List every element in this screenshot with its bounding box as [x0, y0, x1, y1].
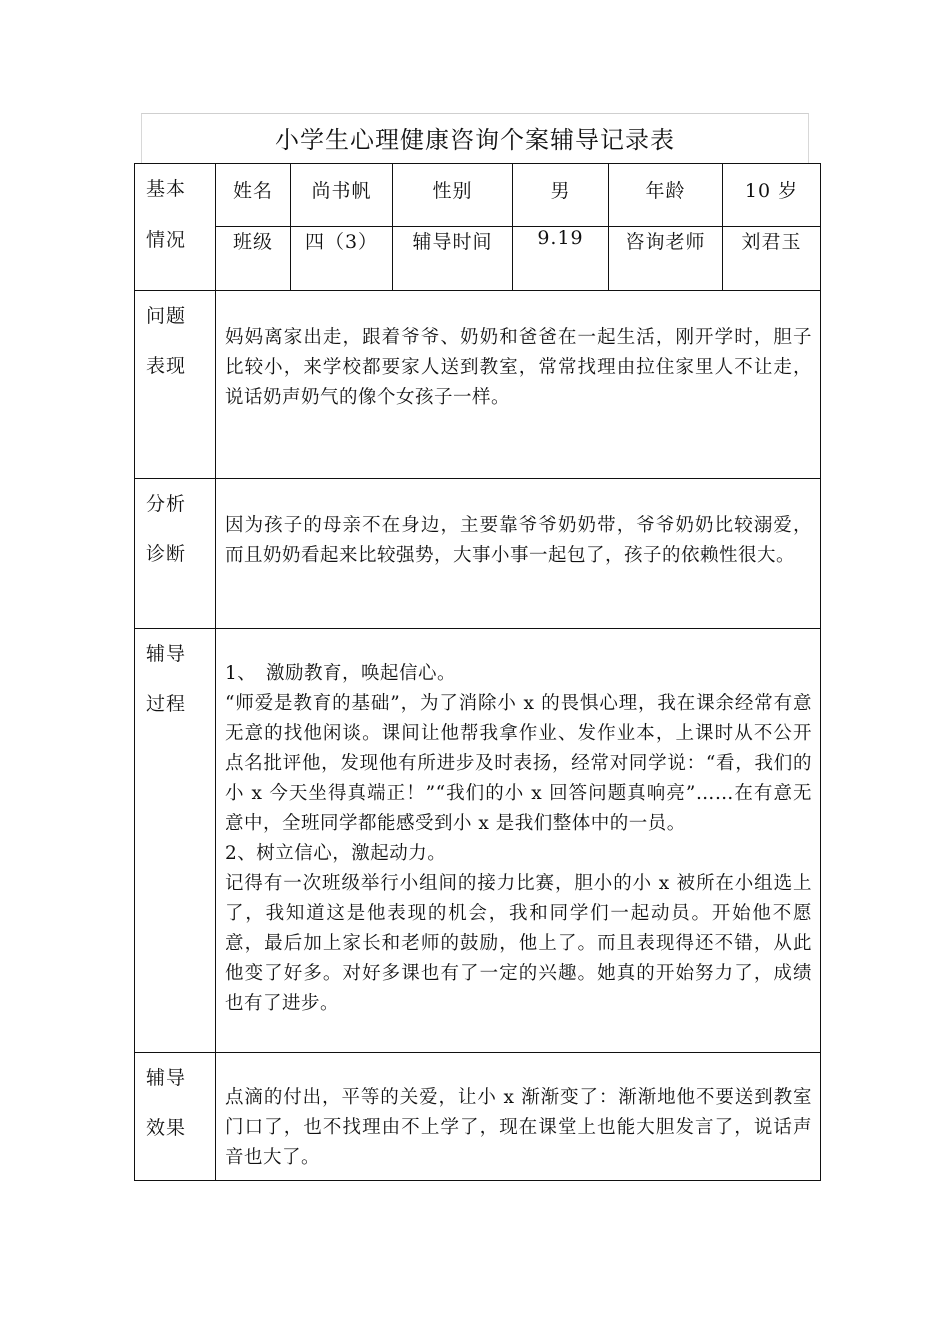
effect-row — [135, 1053, 821, 1181]
name-value: 尚书帆 — [291, 164, 393, 227]
effect-label-line1: 辅导 — [146, 1067, 187, 1089]
effect-text: 点滴的付出，平等的关爱，让小 x 渐渐变了：渐渐地他不要送到教室门口了，也不找理由不上学了，现在课堂上也能大胆发言了，说话声音也大了。 — [225, 1087, 812, 1168]
class-label: 班级 — [216, 227, 291, 291]
problem-text: 妈妈离家出走，跟着爷爷、奶奶和爸爸在一起生活，刚开学时，胆子比较小，来学校都要家人送到教室，常常找理由拉住家里人不让走，说话奶声奶气的像个女孩子一样。 — [225, 327, 812, 408]
problem-label-line1: 问题 — [146, 305, 187, 327]
analysis-row — [135, 479, 821, 629]
teacher-value: 刘君玉 — [723, 227, 821, 291]
basic-label — [135, 164, 216, 291]
basic-label-line1: 基本 — [146, 178, 187, 200]
analysis-label-line1: 分析 — [146, 493, 187, 515]
effect-content — [216, 1053, 821, 1181]
analysis-text: 因为孩子的母亲不在身边，主要靠爷爷奶奶带，爷爷奶奶比较溺爱，而且奶奶看起来比较强势，大事小事一起包了，孩子的依赖性很大。 — [225, 515, 812, 566]
process-row — [135, 629, 821, 1053]
process-label-line2: 过程 — [146, 693, 187, 715]
time-label: 辅导时间 — [393, 227, 513, 291]
age-value: 10 岁 — [723, 164, 821, 227]
record-table — [134, 163, 821, 1181]
basic-row-1 — [135, 164, 821, 227]
process-label-line1: 辅导 — [146, 643, 187, 665]
effect-label — [135, 1053, 216, 1181]
process-content — [216, 629, 821, 1053]
name-label: 姓名 — [216, 164, 291, 227]
teacher-label: 咨询老师 — [609, 227, 723, 291]
analysis-content — [216, 479, 821, 629]
analysis-label — [135, 479, 216, 629]
problem-label — [135, 291, 216, 479]
problem-row — [135, 291, 821, 479]
process-step1-title: 1、 激励教育，唤起信心。 — [225, 663, 457, 684]
basic-row-2 — [135, 227, 821, 291]
problem-label-line2: 表现 — [146, 355, 187, 377]
problem-content — [216, 291, 821, 479]
gender-value: 男 — [513, 164, 609, 227]
time-value: 9.19 — [513, 227, 609, 291]
process-step2-text: 记得有一次班级举行小组间的接力比赛，胆小的小 x 被所在小组选上了，我知道这是他表现的机会，我和同学们一起动员。开始他不愿意，最后加上家长和老师的鼓励，他上了。而且表现得还不错，从此他变了好多。对好多课也有了一定的兴趣。她真的开始努力了，成绩也有了进步。 — [225, 873, 812, 1014]
gender-label: 性别 — [393, 164, 513, 227]
effect-label-line2: 效果 — [146, 1117, 187, 1139]
process-step1-text: “师爱是教育的基础”，为了消除小 x 的畏惧心理，我在课余经常有意无意的找他闲谈。课间让他帮我拿作业、发作业本，上课时从不公开点名批评他，发现他有所进步及时表扬，经常对同学说：“看，我们的小 x 今天坐得真端正！”“我们的小 x 回答问题真响亮”……在有意无意中，全班同学都能感受到小 x 是我们整体中的一员。 — [225, 693, 812, 834]
basic-label-line2: 情况 — [146, 229, 187, 251]
class-value: 四（3） — [291, 227, 393, 291]
analysis-label-line2: 诊断 — [146, 543, 187, 565]
process-label — [135, 629, 216, 1053]
age-label: 年龄 — [609, 164, 723, 227]
process-step2-title: 2、树立信心，激起动力。 — [225, 843, 447, 864]
title-box — [141, 113, 809, 163]
page-title: 小学生心理健康咨询个案辅导记录表 — [275, 126, 675, 154]
